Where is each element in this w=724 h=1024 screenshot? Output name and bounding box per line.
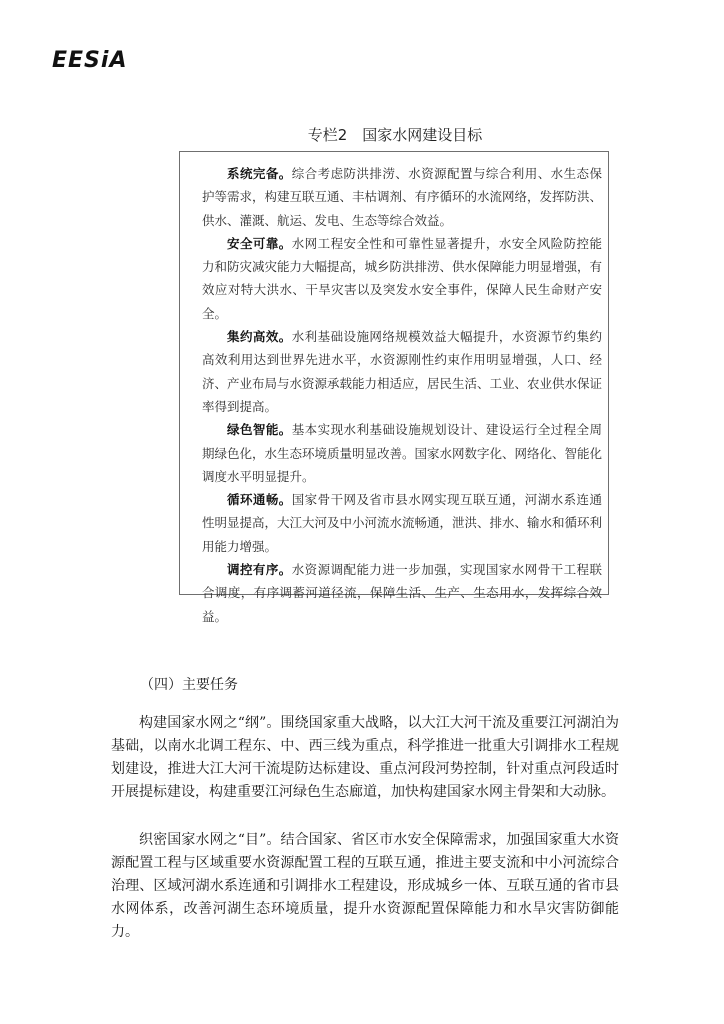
goal-text: 水利基础设施网络规模效益大幅提升，水资源节约集约高效利用达到世界先进水平，水资源刚性约束作用明显增强，人口、经济、产业布局与水资源承载能力相适应，居民生活、工业、农业供水保证率得到提高。 [202, 329, 603, 414]
goal-text: 综合考虑防洪排涝、水资源配置与综合利用、水生态保护等需求，构建互联互通、丰枯调剂、有序循环的水流网络，发挥防洪、供水、灌溉、航运、发电、生态等综合效益。 [202, 166, 603, 228]
goal-item [202, 162, 602, 232]
goal-text: 水网工程安全性和可靠性显著提升，水安全风险防控能力和防灾减灾能力大幅提高，城乡防洪排涝、供水保障能力明显增强，有效应对特大洪水、干旱灾害以及突发水安全事件，保障人民生命财产安全。 [202, 235, 603, 321]
section-heading: （四）主要任务 [140, 677, 238, 693]
body-paragraph: 构建国家水网之“纲”。围绕国家重大战略，以大江大河干流及重要江河湖泊为基础，以南水北调工程东、中、西三线为重点，科学推进一批重大引调排水工程规划建设，推进大江大河干流堤防达标建设、重点河段河势控制，针对重点河段适时开展提标建设，构建重要江河绿色生态廊道，加快构建国家水网主骨架和大动脉。 [111, 715, 619, 800]
goal-text: 水资源调配能力进一步加强，实现国家水网骨干工程联合调度，有序调蓄河道径流，保障生活、生产、生态用水，发挥综合效益。 [202, 562, 602, 624]
eesia-logo: EESiA [52, 48, 128, 73]
goal-text: 基本实现水利基础设施规划设计、建设运行全过程全周期绿色化，水生态环境质量明显改善。国家水网数字化、网络化、智能化调度水平明显提升。 [202, 422, 603, 484]
goal-heading: 系统完备。 [227, 166, 292, 181]
goal-text: 国家骨干网及省市县水网实现互联互通，河湖水系连通性明显提高，大江大河及中小河流水流畅通，泄洪、排水、输水和循环利用能力增强。 [202, 492, 603, 554]
goals-box [179, 151, 609, 624]
goal-heading: 调控有序。 [227, 562, 292, 578]
goal-item [202, 488, 602, 558]
goal-heading: 集约高效。 [227, 329, 292, 345]
body-paragraph: 织密国家水网之“目”。结合国家、省区市水安全保障需求，加强国家重大水资源配置工程与区域重要水资源配置工程的互联互通，推进主要支流和中小河流综合治理、区域河湖水系连通和引调排水工程建设，形成城乡一体、互联互通的省市县水网体系，改善河湖生态环境质量，提升水资源配置保障能力和水旱灾害防御能力。 [111, 832, 619, 940]
goal-item [202, 325, 602, 418]
goal-item [202, 558, 602, 628]
goal-heading: 安全可靠。 [227, 235, 292, 251]
goal-item [202, 232, 602, 325]
goal-item [202, 418, 602, 488]
goal-heading: 绿色智能。 [227, 422, 292, 438]
box-title: 专栏2 国家水网建设目标 [307, 126, 483, 144]
goal-heading: 循环通畅。 [227, 492, 292, 508]
